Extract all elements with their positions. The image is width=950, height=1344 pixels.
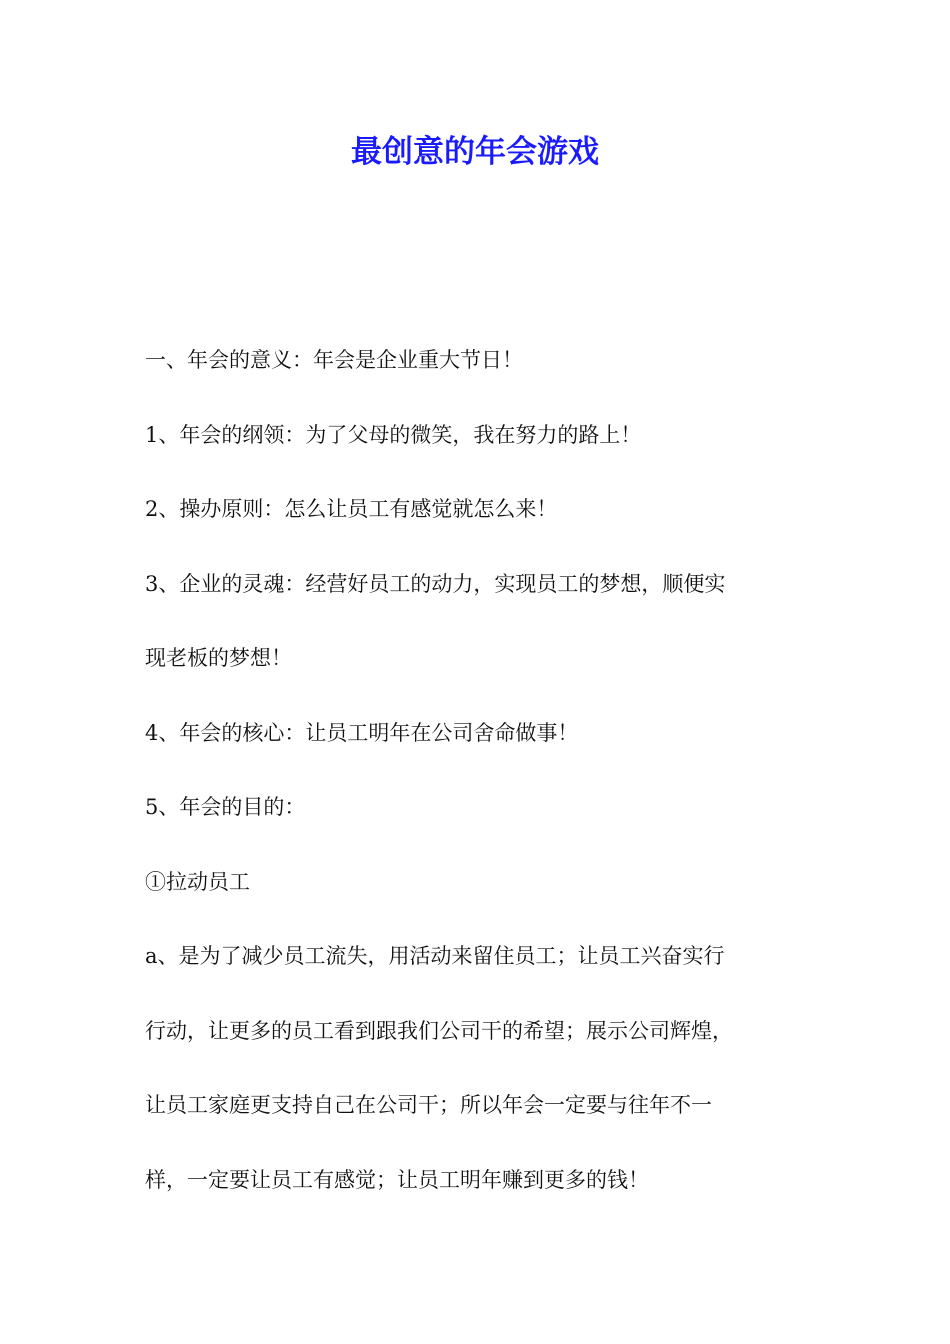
document-body (145, 338, 845, 1232)
text-line: 2、操办原则：怎么让员工有感觉就怎么来！ (145, 497, 558, 521)
text-line: a、是为了减少员工流失，用活动来留住员工；让员工兴奋实行 (145, 944, 725, 968)
text-line: 5、年会的目的： (145, 795, 306, 819)
text-line: 行动，让更多的员工看到跟我们公司干的希望；展示公司辉煌， (145, 1018, 733, 1043)
text-line: 让员工家庭更支持自己在公司干；所以年会一定要与往年不一 (145, 1093, 712, 1117)
text-line: 1、年会的纲领：为了父母的微笑，我在努力的路上！ (145, 422, 642, 447)
text-line: 一、年会的意义：年会是企业重大节日！ (145, 348, 523, 372)
text-line: 样，一定要让员工有感觉；让员工明年赚到更多的钱！ (145, 1167, 649, 1192)
text-line: 3、企业的灵魂：经营好员工的动力，实现员工的梦想，顺便实 (145, 571, 726, 596)
document-title: 最创意的年会游戏 (351, 134, 599, 170)
text-line: 现老板的梦想！ (145, 646, 292, 670)
text-line: ①拉动员工 (145, 869, 250, 894)
text-line: 4、年会的核心：让员工明年在公司舍命做事！ (145, 720, 579, 745)
